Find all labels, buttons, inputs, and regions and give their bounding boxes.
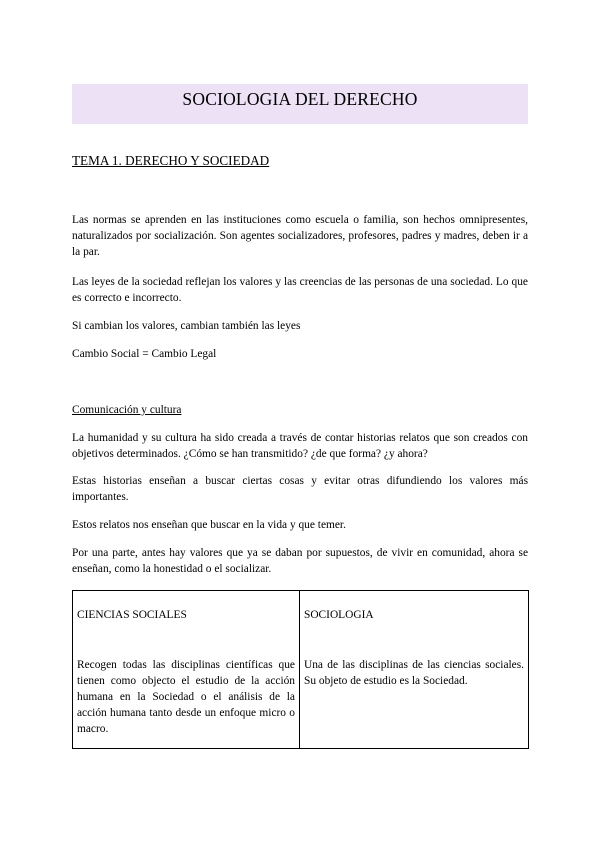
table-cell-ciencias-sociales (73, 591, 300, 749)
table-cell-sociologia (300, 591, 529, 749)
paragraph-norms: Las normas se aprenden en las instituciones como escuela o familia, son hechos omnipresentes, naturalizados por socialización. Son agentes socializadores, profesores, padres y madres, deben ir a la par. (72, 214, 528, 258)
section-heading: TEMA 1. DERECHO Y SOCIEDAD (72, 153, 270, 168)
document-title: SOCIOLOGIA DEL DERECHO (182, 89, 418, 109)
concepts-table (72, 590, 529, 749)
paragraph-values: Si cambian los valores, cambian también las leyes (72, 320, 301, 332)
paragraph-laws: Las leyes de la sociedad reflejan los valores y las creencias de las personas de una sociedad. Lo que es correcto e incorrecto. (72, 276, 528, 304)
paragraph-humanity: La humanidad y su cultura ha sido creada a través de contar historias relatos que son creados con objetivos determinados. ¿Cómo se han transmitido? ¿de que forma? ¿y ahora? (72, 432, 528, 460)
table-row (73, 591, 529, 749)
table-header-sociologia: SOCIOLOGIA (304, 609, 374, 621)
table-text-ciencias-sociales: Recogen todas las disciplinas científicas que tienen como objecto el estudio de la acción humana en la Sociedad o el análisis de la acción humana tanto desde un enfoque micro o macro. (77, 659, 295, 735)
paragraph-equation: Cambio Social = Cambio Legal (72, 348, 217, 360)
table-header-ciencias-sociales: CIENCIAS SOCIALES (77, 609, 187, 621)
paragraph-relatos: Estos relatos nos enseñan que buscar en la vida y que temer. (72, 519, 346, 531)
paragraph-values-past: Por una parte, antes hay valores que ya se daban por supuestos, de vivir en comunidad, ahora se enseñan, como la honestidad o el socializar. (72, 547, 528, 575)
subheading-communication: Comunicación y cultura (72, 404, 182, 416)
table-text-sociologia: Una de las disciplinas de las ciencias sociales. Su objeto de estudio es la Sociedad. (304, 659, 524, 687)
paragraph-stories: Estas historias enseñan a buscar ciertas cosas y evitar otras difundiendo los valores más importantes. (72, 475, 528, 503)
